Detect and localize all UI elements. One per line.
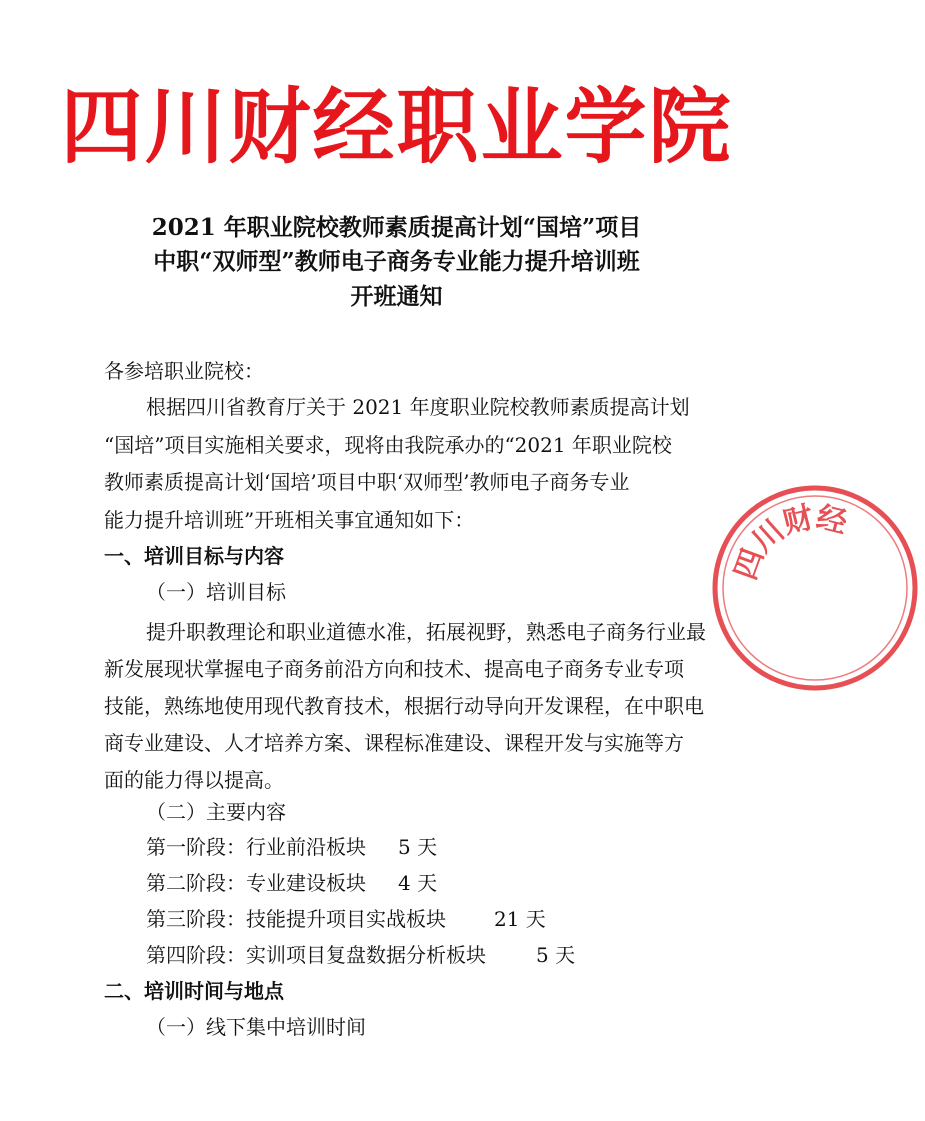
salutation: 各参培职业院校： <box>104 359 264 383</box>
seal-character: 四 <box>728 544 772 585</box>
stage-days: 21 天 <box>494 907 546 931</box>
stage-row <box>146 868 438 898</box>
goals-paragraph-line-4: 商专业建设、人才培养方案、课程标准建设、课程开发与实施等方 <box>104 731 684 755</box>
section-2-heading: 二、培训时间与地点 <box>104 979 284 1003</box>
notice-title-line-3: 开班通知 <box>350 283 443 310</box>
notice-title-line-1: 2021 年职业院校教师素质提高计划“国培”项目 <box>151 214 642 241</box>
intro-line-4: 能力提升培训班”开班相关事宜通知如下： <box>104 508 475 532</box>
stage-row <box>146 940 576 970</box>
goals-paragraph-line-5: 面的能力得以提高。 <box>104 768 284 792</box>
stage-label: 第二阶段：专业建设板块 <box>146 871 366 895</box>
seal-ring <box>715 488 915 688</box>
official-seal-stamp <box>705 478 925 698</box>
stage-label: 第四阶段：实训项目复盘数据分析板块 <box>146 943 486 967</box>
stage-label: 第三阶段：技能提升项目实战板块 <box>146 907 446 931</box>
stage-days: 5 天 <box>398 835 438 859</box>
stage-days: 5 天 <box>536 943 576 967</box>
section-1-subheading-goals: （一）培训目标 <box>146 580 286 604</box>
stage-row <box>146 832 438 862</box>
stage-days: 4 天 <box>398 871 438 895</box>
section-1-heading: 一、培训目标与内容 <box>104 544 284 568</box>
intro-line-3: 教师素质提高计划‘国培’项目中职‘双师型’教师电子商务专业 <box>104 470 630 494</box>
section-1-subheading-content: （二）主要内容 <box>146 800 286 824</box>
seal-character: 财 <box>779 499 818 542</box>
seal-character: 经 <box>812 499 851 542</box>
institution-masthead: 四川财经职业学院 <box>60 80 733 175</box>
seal-character: 川 <box>745 513 792 560</box>
stage-label: 第一阶段：行业前沿板块 <box>146 835 366 859</box>
section-2-subheading-time: （一）线下集中培训时间 <box>146 1015 366 1039</box>
notice-title-line-2: 中职“双师型”教师电子商务专业能力提升培训班 <box>153 248 640 275</box>
seal-inner-ring <box>723 496 907 680</box>
goals-paragraph-line-3: 技能，熟练地使用现代教育技术，根据行动导向开发课程，在中职电 <box>104 694 704 718</box>
intro-line-2: “国培”项目实施相关要求，现将由我院承办的“2021 年职业院校 <box>104 433 672 457</box>
goals-paragraph-line-1: 提升职教理论和职业道德水准，拓展视野，熟悉电子商务行业最 <box>146 620 706 644</box>
intro-line-1: 根据四川省教育厅关于 2021 年度职业院校教师素质提高计划 <box>146 395 690 419</box>
stage-row <box>146 904 546 934</box>
goals-paragraph-line-2: 新发展现状掌握电子商务前沿方向和技术、提高电子商务专业专项 <box>104 657 684 681</box>
